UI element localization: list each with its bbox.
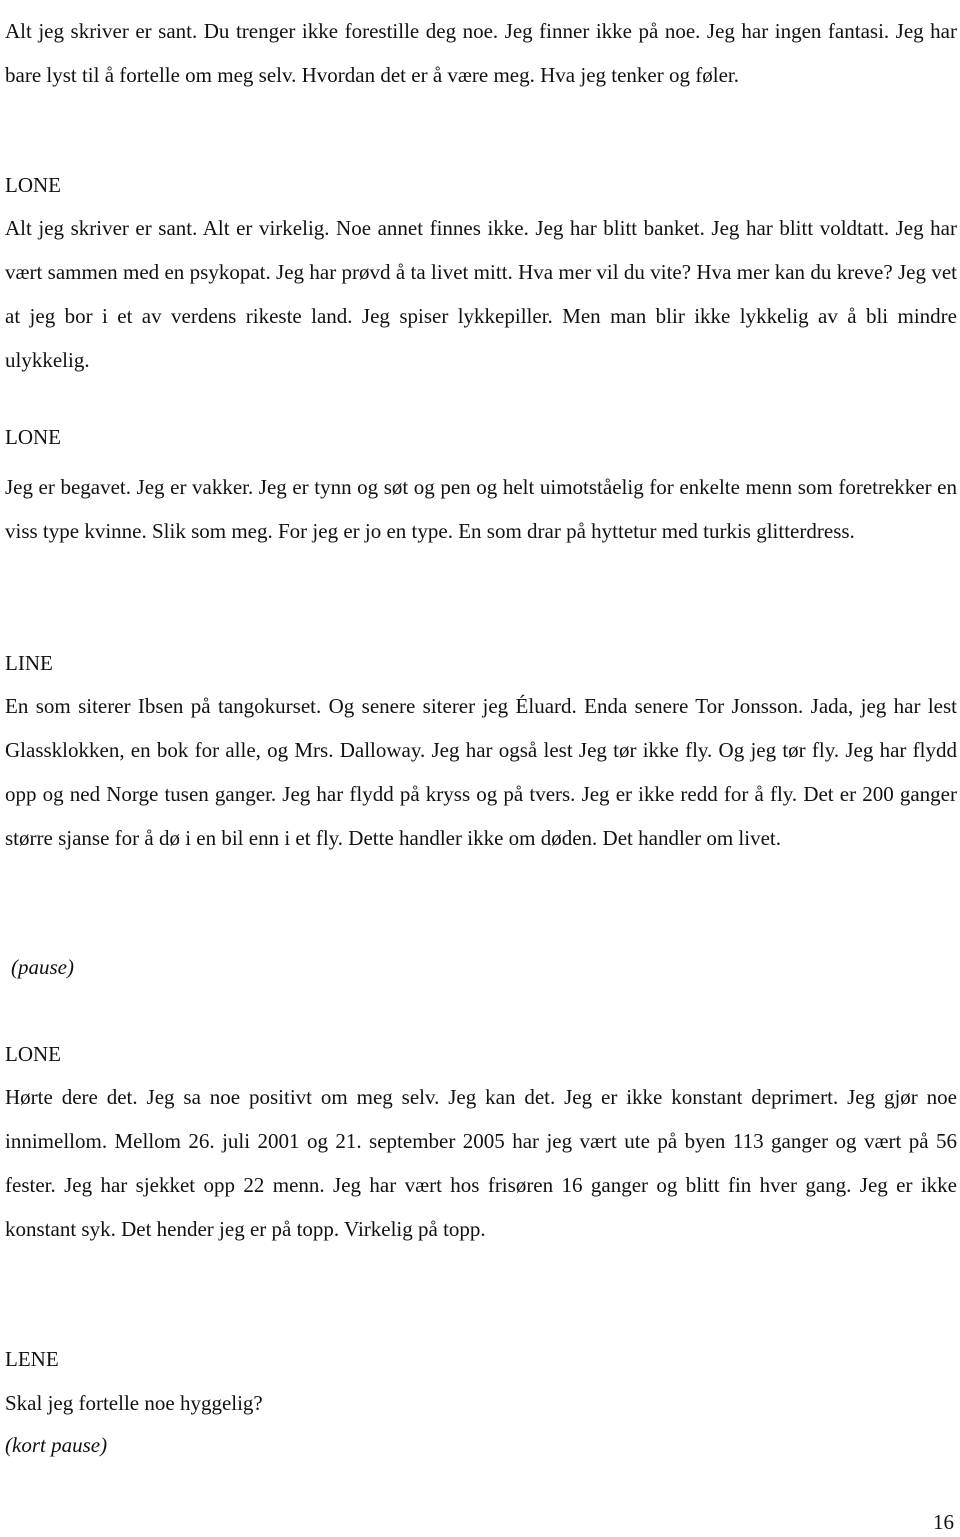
speaker-lone-3: LONE: [5, 1042, 61, 1066]
line-paragraph: En som siterer Ibsen på tangokurset. Og senere siterer jeg Éluard. Enda senere Tor Jonsson. Jada, jeg har lest Glassklokken, en bok for alle, og Mrs. Dalloway. Jeg har også lest Jeg tør ikke fly. Og jeg tør fly. Jeg har flydd opp og ned Norge tusen ganger. Jeg har flydd på kryss og på tvers. Jeg er ikke redd for å fly. Det er 200 ganger større sjanse for å dø i en bil enn i et fly. Dette handler ikke om døden. Det handler om livet.: [5, 694, 957, 850]
lone-paragraph-3: Hørte dere det. Jeg sa noe positivt om meg selv. Jeg kan det. Jeg er ikke konstant deprimert. Jeg gjør noe innimellom. Mellom 26. juli 2001 og 21. september 2005 har jeg vært ute på byen 113 ganger og vært på 56 fester. Jeg har sjekket opp 22 menn. Jeg har vært hos frisøren 16 ganger og blitt fin hver gang. Jeg er ikke konstant syk. Det hender jeg er på topp. Virkelig på topp.: [5, 1085, 957, 1241]
page-number: 16: [933, 1510, 954, 1534]
speaker-lone-1: LONE: [5, 173, 61, 197]
lone-paragraph-1: Alt jeg skriver er sant. Alt er virkelig. Noe annet finnes ikke. Jeg har blitt banket. Jeg har blitt voldtatt. Jeg har vært sammen med en psykopat. Jeg har prøvd å ta livet mitt. Hva mer vil du vite? Hva mer kan du kreve? Jeg vet at jeg bor i et av verdens rikeste land. Jeg spiser lykkepiller. Men man blir ikke lykkelig av å bli mindre ulykkelig.: [5, 216, 957, 372]
speaker-lene: LENE: [5, 1347, 59, 1371]
stage-direction-pause: (pause): [11, 955, 74, 979]
intro-paragraph: Alt jeg skriver er sant. Du trenger ikke forestille deg noe. Jeg finner ikke på noe. Jeg har ingen fantasi. Jeg har bare lyst til å fortelle om meg selv. Hvordan det er å være meg. Hva jeg tenker og føler.: [5, 19, 957, 87]
speaker-line: LINE: [5, 651, 53, 675]
lene-paragraph: Skal jeg fortelle noe hyggelig?: [5, 1391, 263, 1415]
lone-paragraph-2: Jeg er begavet. Jeg er vakker. Jeg er tynn og søt og pen og helt uimotståelig for enkelte menn som foretrekker en viss type kvinne. Slik som meg. For jeg er jo en type. En som drar på hyttetur med turkis glitterdress.: [5, 475, 957, 543]
stage-direction-short-pause: (kort pause): [5, 1433, 108, 1457]
speaker-lone-2: LONE: [5, 425, 61, 449]
